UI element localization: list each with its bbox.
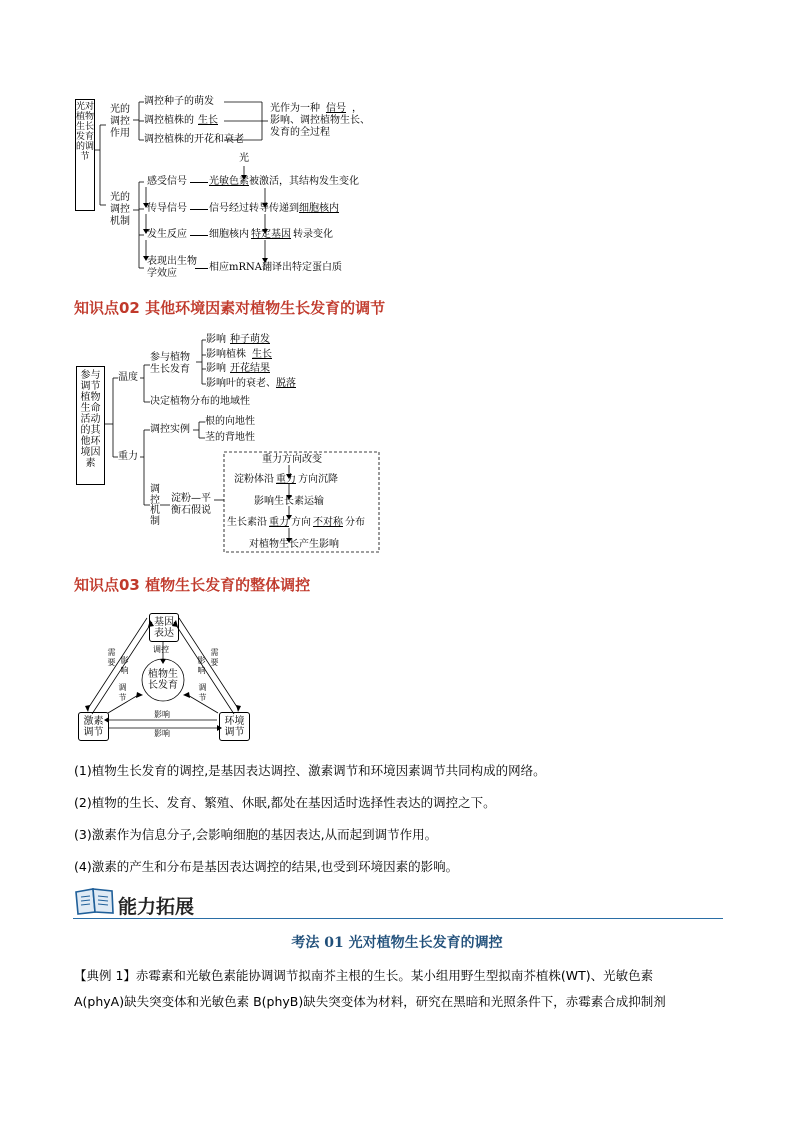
- paragraph-2: (2)植物的生长、发育、繁殖、休眠,都处在基因适时选择性表达的调控之下。: [74, 795, 496, 810]
- effect-flower: 影响 开花结果: [206, 363, 270, 374]
- result-4: 相应mRNA翻译出特定蛋白质: [209, 262, 342, 273]
- item-flower: 调控植株的开花和衰老: [144, 134, 244, 145]
- mech-step5: 对植物生长产生影响: [249, 539, 339, 550]
- side-line2: 影响、调控植物生长、: [270, 115, 370, 126]
- label-need-right: 需要: [210, 648, 219, 667]
- label-need-left: 需要: [107, 648, 116, 667]
- label-effect-left: 影响: [120, 656, 129, 675]
- result-3: 细胞核内 特定基因 转录变化: [209, 229, 333, 240]
- side-line3: 发育的全过程: [270, 127, 330, 138]
- mech-step1: 重力方向改变: [262, 454, 322, 465]
- label-regulate: 调控: [153, 645, 169, 654]
- temp-label: 温度: [118, 372, 138, 383]
- effect-growth: 影响植株 生长: [206, 349, 272, 360]
- ability-title: 能力拓展: [118, 896, 195, 918]
- paragraph-4: (4)激素的产生和分布是基因表达调控的结果,也受到环境因素的影响。: [74, 859, 459, 874]
- example-root: 根的向地性: [205, 416, 255, 427]
- distribution-label: 决定植物分布的地域性: [150, 396, 250, 407]
- center-label: 植物生长发育: [148, 669, 178, 691]
- gene-label: 基因表达: [154, 617, 174, 639]
- branch2-label: 光的调控机制: [110, 192, 130, 227]
- effect-seed: 影响 种子萌发: [206, 334, 270, 345]
- participate-label: 参与植物生长发育: [150, 352, 190, 375]
- label-effect-right: 影响: [197, 656, 206, 675]
- item-seed: 调控种子的萌发: [144, 96, 214, 107]
- paragraph-3: (3)激素作为信息分子,会影响细胞的基因表达,从而起到调节作用。: [74, 827, 438, 842]
- step-sense: 感受信号: [147, 176, 187, 187]
- side-line1: 光作为一种 信号 ，: [270, 103, 362, 114]
- step-transduce: 传导信号: [147, 203, 187, 214]
- paragraph-1: (1)植物生长发育的调控,是基因表达调控、激素调节和环境因素调节共同构成的网络。: [74, 763, 546, 778]
- method-title: 考法 01 光对植物生长发育的调控: [291, 935, 503, 951]
- example-label: 调控实例: [150, 424, 190, 435]
- mech-step4: 生长素沿 重力 方向 不对称 分布: [227, 517, 365, 528]
- example-line2: A(phyA)缺失突变体和光敏色素 B(phyB)缺失突变体为材料，研究在黑暗和光照条件下，赤霉素合成抑制剂: [74, 994, 666, 1009]
- example-line1: 【典例 1】赤霉素和光敏色素能协调调节拟南芥主根的生长。某小组用野生型拟南芥植株(WT)、光敏色素: [74, 968, 654, 983]
- hormone-box: [78, 712, 109, 741]
- light-label: 光: [239, 153, 249, 164]
- mech-step2: 淀粉体沿 重力 方向沉降: [234, 474, 338, 485]
- env-box: [219, 712, 250, 741]
- result-1: 光敏色素被激活，其结构发生变化: [209, 176, 359, 187]
- gene-box: [149, 613, 179, 642]
- env-label: 环境调节: [224, 716, 245, 738]
- branch1-label: 光的调控作用: [110, 104, 130, 139]
- result-2: 信号经过转导传递到细胞核内: [209, 203, 339, 214]
- label-regulate-left: 调节: [118, 683, 127, 702]
- mechanism-label: 调控机制: [150, 484, 160, 527]
- mech-step3: 影响生长素运输: [254, 496, 324, 507]
- item-plant: 调控植株的 生长: [144, 115, 218, 126]
- book-icon: [73, 884, 117, 922]
- label-effect-bottom2: 影响: [154, 729, 170, 738]
- section3-title: 知识点03 植物生长发育的整体调控: [74, 576, 311, 594]
- ability-rule: [73, 918, 723, 919]
- root-label: 光对植物生长发育的调节: [76, 102, 95, 162]
- hypothesis-label: 淀粉—平衡石假说: [171, 493, 211, 516]
- step-effect: 表现出生物学效应: [147, 256, 197, 279]
- effect-leaf: 影响叶的衰老、脱落: [206, 378, 296, 389]
- label-effect-bottom1: 影响: [154, 710, 170, 719]
- hormone-label: 激素调节: [83, 716, 104, 738]
- step-react: 发生反应: [147, 229, 187, 240]
- label-regulate-right: 调节: [198, 683, 207, 702]
- root2-label: 参与调节植物生命活动的其他环境因素: [80, 370, 101, 469]
- example-stem: 茎的背地性: [205, 432, 255, 443]
- section2-title: 知识点02 其他环境因素对植物生长发育的调节: [74, 299, 386, 317]
- gravity-label: 重力: [118, 451, 138, 462]
